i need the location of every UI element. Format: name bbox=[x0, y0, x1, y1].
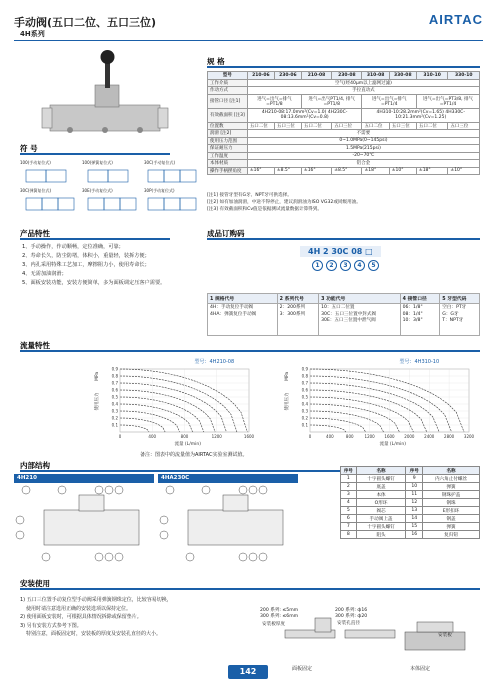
install-notes: 1) 五口三位置手动复位型手动阀采用弹簧钢珠定位，比较容易切换， 使用时请注意选用正确的安装选项以保持定位。 2) 使用面板安装时，可根据具体情况拆除或保留垫片。 3) 另有安装方式参考下图。 特别注意，面板固定时，安装板的厚度及安装孔直径的大小。 bbox=[20, 597, 172, 637]
spec-note: [注1] 接管牙型有G牙、NPT牙可供选择。 bbox=[207, 193, 292, 198]
dim-label: 300 系列: ф20 bbox=[335, 614, 368, 619]
dim-label: 300 系列: ≤6mm bbox=[260, 614, 299, 619]
table-row: 8 阻头 16 复归钮 bbox=[341, 531, 480, 539]
symbol-caption: 30P(手动复位式) bbox=[144, 188, 175, 193]
x-tick-label: 1200 bbox=[211, 434, 222, 439]
x-tick-label: 0 bbox=[308, 434, 312, 439]
y-tick-label: 0.9 bbox=[111, 366, 118, 372]
y-axis-label: 使用压力 bbox=[285, 392, 290, 411]
table-row: 接管口径 [注1] 进气=出气=排气=PT1/8 进气=出气PT1/4, 排气=PT1/8 进气=出气=排气=PT1/4 进气=出气=PT3/8, 排气=PT1/4 bbox=[208, 94, 480, 108]
order-code: 4H 2 30C 08 □ bbox=[300, 246, 381, 257]
spec-header: 210-06 bbox=[247, 72, 274, 80]
table-row: 操作手柄摆角度 ±16° ±8.5° ±16° ±8.5° ±18° ±10° ±18° ±10° bbox=[208, 167, 480, 175]
symbol-caption: 30E(手动复位式) bbox=[82, 188, 113, 193]
code-index: 3 bbox=[340, 260, 351, 271]
y-tick-label: 0.6 bbox=[301, 387, 308, 393]
install-caption: 本体固定 bbox=[410, 666, 431, 672]
symbol-caption: 30C(手动复位式) bbox=[144, 160, 176, 165]
chart-title: 型号：4H210-08 bbox=[194, 359, 235, 365]
spec-note: [注3] 有效截面积和Cv值是依据测试流量数据计算得到。 bbox=[207, 207, 322, 212]
y-tick-label: 0.4 bbox=[301, 401, 308, 407]
code-index: 4 bbox=[354, 260, 365, 271]
x-tick-label: 0 bbox=[118, 434, 122, 439]
y-tick-label: 0.9 bbox=[301, 366, 308, 372]
y-unit-label: MPa bbox=[95, 371, 100, 381]
x-tick-label: 2800 bbox=[444, 434, 455, 439]
y-tick-label: 0.7 bbox=[301, 380, 308, 386]
y-tick-label: 0.5 bbox=[301, 394, 308, 400]
y-tick-label: 0.7 bbox=[111, 380, 118, 386]
dim-label: 安装板厚度 bbox=[262, 622, 285, 627]
structure-label-b: 4HA230C bbox=[158, 474, 298, 483]
feature-item: 1、手动操作，作动顺畅，定位准确，可靠； bbox=[22, 244, 124, 250]
x-tick-label: 400 bbox=[326, 434, 334, 439]
y-tick-label: 0.6 bbox=[111, 387, 118, 393]
code-index: 5 bbox=[368, 260, 379, 271]
spec-header: 210-08 bbox=[301, 72, 331, 80]
table-row: 润滑 [注2] 不需要 bbox=[208, 130, 480, 138]
spec-table bbox=[207, 71, 480, 175]
y-tick-label: 0.3 bbox=[111, 408, 118, 414]
spec-notes bbox=[207, 192, 480, 213]
table-row: 5 阀芯 13 E形扣环 bbox=[341, 507, 480, 515]
parts-table: 序号 名称 序号 名称 1 十字圆头螺钉 9 内六角止付螺丝 2 底盖 10 弹簧 3 本体 11 钢珠护盖 4 O形环 12 钢珠 5 阀芯 13 E形扣环 6 手动阀上盖 14 钢盖 7 十字圆头螺钉 15 弹簧 8 阻头 16 复归钮 bbox=[340, 466, 480, 539]
order-table: 1 规格代号 2 系列代号 3 功能代号 4 接管口径 5 牙型代码 4H：手动复位手动阀 4HA：弹簧复位手动阀 2：200系列 3：300系列 10：五口二位置 30C：五口三位置中封式阀 30E：五口三位置中泄气阀 06：1/8" 08：1/4" 10：3/8" 空白：PT牙 G：G牙 T：NPT牙 bbox=[207, 293, 480, 336]
structure-drawings bbox=[14, 485, 298, 565]
table-row: 本体材质 铝合金 bbox=[208, 160, 480, 168]
spec-note: [注2] 如有加油润滑，中途不得停止，建议润滑油为ISO VG32或同级用油。 bbox=[207, 200, 361, 205]
table-row: 保证耐压力 1.5MPa(215psi) bbox=[208, 145, 480, 153]
brand-logo: AIRTAC bbox=[428, 12, 483, 27]
section-features: 产品特性 bbox=[20, 229, 50, 238]
spec-header: 310-10 bbox=[416, 72, 448, 80]
structure-label-a: 4H210 bbox=[14, 474, 154, 483]
x-tick-label: 1600 bbox=[243, 434, 255, 439]
order-col-head: 2 系列代号 bbox=[277, 294, 318, 304]
table-row: 6 手动阀上盖 14 钢盖 bbox=[341, 515, 480, 523]
table-row: 位置数 五口二位 五口三位 五口二位 五口三位 五口二位 五口三位 五口二位 五口三位 bbox=[208, 122, 480, 130]
x-tick-label: 2000 bbox=[404, 434, 415, 439]
dim-label: 安装孔直径 bbox=[337, 621, 360, 626]
features-list bbox=[22, 243, 202, 288]
symbol-caption: 100(弹簧复位式) bbox=[82, 160, 113, 165]
flow-chart-4h310 bbox=[280, 355, 475, 450]
order-code-circles bbox=[312, 260, 379, 271]
table-row: 有效截面积 [注3] 4H210-08:17.0mm²(Cv=1.0) 4H230C-08:13.6mm²(Cv=0.8) 4H310-10:28.2mm²(Cv=1.65) 4H330C-10:21.3mm²(Cv=1.25) bbox=[208, 108, 480, 122]
chart-title: 型号：4H310-10 bbox=[399, 359, 440, 365]
spec-header-row bbox=[208, 72, 480, 80]
feature-item: 4、无需加油润滑； bbox=[22, 271, 67, 277]
section-underline bbox=[207, 66, 480, 68]
series-label: 4H系列 bbox=[20, 30, 45, 38]
feature-item: 5、面板安装功能，安装方便简单，多为面板调定压客户需要。 bbox=[22, 280, 166, 286]
x-tick-label: 1600 bbox=[384, 434, 395, 439]
y-tick-label: 0.5 bbox=[111, 394, 118, 400]
code-index: 1 bbox=[312, 260, 323, 271]
x-axis-label: 流量 (L/min) bbox=[174, 442, 201, 447]
page-title: 手动阀(五口二位、五口三位) bbox=[14, 16, 157, 29]
table-row: 4 O形环 12 钢珠 bbox=[341, 499, 480, 507]
code-index: 2 bbox=[326, 260, 337, 271]
section-structure: 内部结构 bbox=[20, 461, 50, 470]
section-underline bbox=[20, 588, 480, 590]
section-spec: 规 格 bbox=[207, 57, 225, 66]
table-row: 使用压力范围 0~1.0MPa(0~145psi) bbox=[208, 137, 480, 145]
symbol-caption: 30C(弹簧复位式) bbox=[20, 188, 52, 193]
y-unit-label: MPa bbox=[285, 371, 290, 381]
y-tick-label: 0.1 bbox=[301, 422, 308, 428]
flow-chart-4h210 bbox=[90, 355, 255, 450]
x-tick-label: 400 bbox=[148, 434, 157, 439]
order-col-head: 3 功能代号 bbox=[319, 294, 401, 304]
x-tick-label: 1200 bbox=[364, 434, 375, 439]
section-flow: 流量特性 bbox=[20, 341, 50, 350]
spec-header: 230-08 bbox=[332, 72, 362, 80]
y-tick-label: 0.8 bbox=[111, 373, 118, 379]
section-order: 成品订购码 bbox=[207, 229, 245, 238]
symbol-caption: 100(手动复位式) bbox=[20, 160, 51, 165]
x-tick-label: 800 bbox=[180, 434, 189, 439]
feature-item: 2、寿命长久，防尘防堵，体积小，重量轻，装拆方便； bbox=[22, 253, 150, 259]
order-col-head: 1 规格代号 bbox=[208, 294, 278, 304]
table-row: 1 十字圆头螺钉 9 内六角止付螺丝 bbox=[341, 475, 480, 483]
section-symbol: 符 号 bbox=[20, 144, 38, 153]
order-col-head: 4 接管口径 bbox=[400, 294, 440, 304]
table-row: 7 十字圆头螺钉 15 弹簧 bbox=[341, 523, 480, 531]
dim-label: 200 系列: ф16 bbox=[335, 608, 368, 613]
x-tick-label: 2400 bbox=[424, 434, 435, 439]
spec-header: 330-10 bbox=[448, 72, 480, 80]
spec-header: 型号 bbox=[208, 72, 248, 80]
table-row: 工作介质 空气(经40μm以上滤网过滤) bbox=[208, 79, 480, 87]
dim-label: 安装板 bbox=[438, 633, 452, 638]
y-axis-label: 使用压力 bbox=[95, 392, 100, 411]
spec-header: 330-08 bbox=[389, 72, 416, 80]
y-tick-label: 0.2 bbox=[301, 415, 308, 421]
table-row: 3 本体 11 钢珠护盖 bbox=[341, 491, 480, 499]
y-tick-label: 0.2 bbox=[111, 415, 118, 421]
y-tick-label: 0.8 bbox=[301, 373, 308, 379]
page-number: 142 bbox=[228, 665, 268, 679]
install-caption: 面板固定 bbox=[292, 666, 313, 672]
product-image bbox=[20, 50, 180, 145]
valve-symbol-icons bbox=[20, 168, 205, 218]
section-install: 安装使用 bbox=[20, 579, 50, 588]
header-divider bbox=[14, 40, 483, 41]
dim-label: 200 系列: ≤5mm bbox=[260, 608, 299, 613]
section-underline bbox=[20, 350, 480, 352]
y-tick-label: 0.3 bbox=[301, 408, 308, 414]
section-underline bbox=[20, 238, 170, 240]
x-axis-label: 流量 (L/min) bbox=[379, 442, 406, 447]
feature-item: 3、内孔采用特殊工艺加工，摩擦阻力小，使用寿命长； bbox=[22, 262, 150, 268]
table-row: 工作温度 -20~70℃ bbox=[208, 152, 480, 160]
spec-header: 310-08 bbox=[362, 72, 389, 80]
symbol-diagrams bbox=[20, 160, 205, 215]
table-row: 2 底盖 10 弹簧 bbox=[341, 483, 480, 491]
flow-note: 备注：图表中的流量值为AIRTAC实验室测试值。 bbox=[140, 452, 248, 458]
y-tick-label: 0.4 bbox=[111, 401, 118, 407]
section-underline bbox=[207, 238, 480, 240]
x-tick-label: 800 bbox=[345, 434, 354, 439]
x-tick-label: 3200 bbox=[463, 434, 475, 439]
spec-header: 230-06 bbox=[274, 72, 301, 80]
order-col-head: 5 牙型代码 bbox=[440, 294, 480, 304]
table-row: 作动方式 手拉直动式 bbox=[208, 87, 480, 95]
section-underline bbox=[20, 153, 170, 155]
y-tick-label: 0.1 bbox=[111, 422, 118, 428]
